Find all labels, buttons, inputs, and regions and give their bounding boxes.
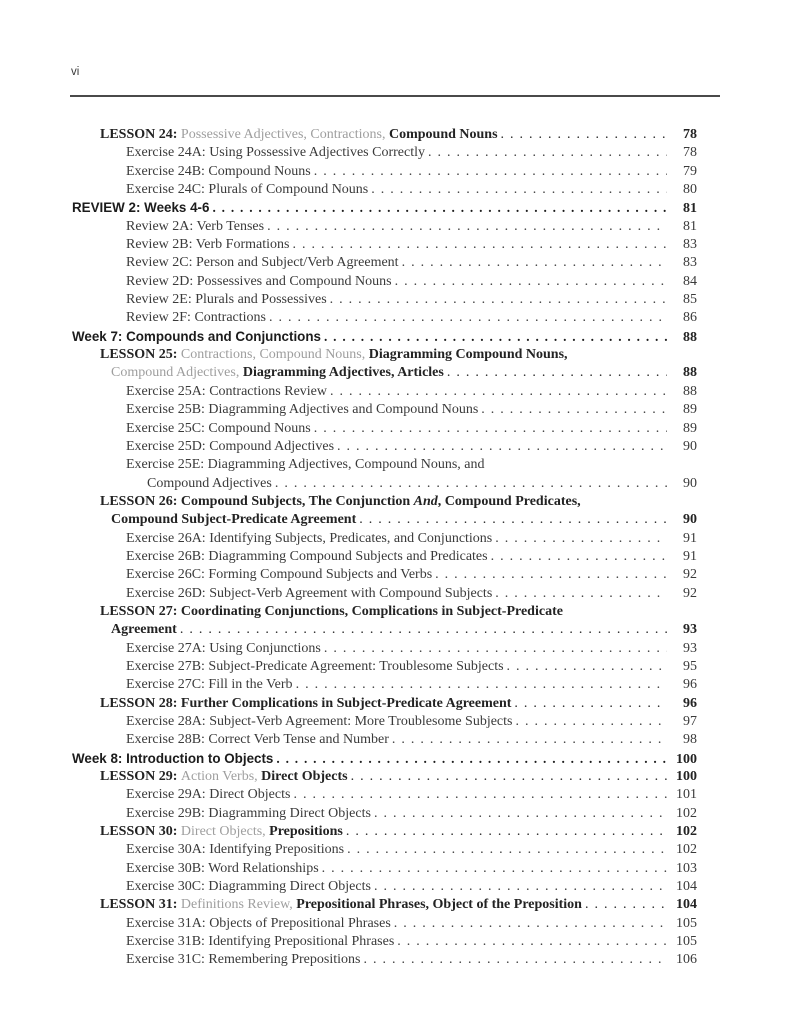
toc-text-segment: Week 8: Introduction to Objects: [72, 750, 274, 766]
toc-page-number: 104: [676, 897, 697, 913]
toc-text-segment: LESSON 28: Further Complications in Subject-Predicate Agreement: [100, 695, 512, 711]
toc-row: [72, 896, 697, 914]
toc-text-segment: Exercise 26A: Identifying Subjects, Predicates, and Conjunctions: [126, 530, 493, 546]
toc-entry-text: [126, 438, 334, 456]
dot-leader: [337, 438, 667, 456]
dot-leader: [514, 695, 667, 713]
toc-entry-text: [126, 291, 327, 309]
dot-leader: [447, 364, 667, 382]
toc-page-number: 96: [683, 677, 697, 693]
toc-row: [72, 805, 697, 823]
dot-leader: [180, 621, 667, 639]
toc-text-segment: Review 2D: Possessives and Compound Nouns: [126, 273, 392, 289]
toc-entry-text: [72, 750, 273, 768]
toc-text-segment: Exercise 28B: Correct Verb Tense and Number: [126, 732, 389, 748]
toc-page-number: 106: [676, 952, 697, 968]
toc-entry-text: [126, 566, 432, 584]
toc-text-segment: Diagramming Adjectives, Articles: [242, 365, 444, 381]
toc-row: [72, 218, 697, 236]
toc-row: [72, 933, 697, 951]
dot-leader: [212, 199, 667, 217]
toc-text-segment: Compound Subject-Predicate Agreement: [111, 512, 357, 528]
dot-leader: [435, 566, 667, 584]
toc-text-segment: LESSON 29:: [100, 769, 181, 785]
toc-page-number: 81: [683, 201, 697, 217]
dot-leader: [293, 786, 667, 804]
dot-leader: [359, 511, 667, 529]
toc-row: [72, 548, 697, 566]
header-rule: [70, 95, 720, 97]
toc-row: [72, 951, 697, 969]
toc-row: [72, 878, 697, 896]
toc-entry-text: [100, 823, 343, 841]
toc-entry-text: [126, 786, 290, 804]
toc-entry-text: [126, 676, 293, 694]
toc-text-segment: Exercise 31B: Identifying Prepositional Phrases: [126, 934, 395, 950]
toc-entry-text: [126, 585, 492, 603]
toc-entry-text: [126, 841, 344, 859]
toc-text-segment: Prepositional Phrases, Object of the Preposition: [296, 897, 582, 913]
toc-text-segment: LESSON 26: Compound Subjects, The Conjunction: [100, 493, 414, 509]
toc-page-number: 88: [683, 329, 697, 345]
toc-page-number: 100: [676, 769, 697, 785]
toc-entry-text: [126, 218, 264, 236]
dot-leader: [392, 731, 667, 749]
toc-entry-text: [126, 144, 425, 162]
toc-entry-text: [126, 878, 371, 896]
dot-leader: [402, 254, 667, 272]
toc-entry-text: [126, 548, 488, 566]
toc-text-segment: Exercise 25E: Diagramming Adjectives, Compound Nouns, and: [126, 457, 485, 473]
dot-leader: [394, 915, 667, 933]
toc-row: [72, 144, 697, 162]
toc-row: [72, 713, 697, 731]
toc-entry-text: [126, 731, 389, 749]
toc-entry-text: [126, 915, 391, 933]
toc-row: [72, 475, 697, 493]
toc-page-number: 105: [676, 915, 697, 931]
toc-text-segment: REVIEW 2: Weeks 4-6: [72, 200, 210, 216]
toc-row: [72, 860, 697, 878]
toc-row: [72, 786, 697, 804]
toc-page-number: 105: [676, 934, 697, 950]
dot-leader: [347, 841, 667, 859]
toc-row: [72, 199, 697, 217]
toc-entry-text: [111, 621, 177, 639]
toc-page-number: 80: [683, 182, 697, 198]
toc-page-number: 98: [683, 732, 697, 748]
toc-page-number: 78: [683, 145, 697, 161]
toc-text-segment: Exercise 29A: Direct Objects: [126, 787, 291, 803]
toc-page-number: 101: [676, 787, 697, 803]
toc-text-segment: Review 2A: Verb Tenses: [126, 218, 265, 234]
dot-leader: [314, 420, 667, 438]
toc-text-segment: Exercise 25C: Compound Nouns: [126, 420, 311, 436]
toc-row: [72, 823, 697, 841]
toc-entry-text: [72, 328, 321, 346]
toc-page-number: 91: [683, 530, 697, 546]
toc-text-segment: Compound Adjectives: [147, 475, 272, 491]
toc-page-number: 90: [683, 438, 697, 454]
toc-entry-text: [126, 860, 319, 878]
toc-text-segment: Definitions Review,: [180, 897, 297, 913]
toc-row: [72, 640, 697, 658]
toc-entry-text: [100, 603, 563, 621]
toc-text-segment: And: [413, 493, 438, 509]
toc-row: [72, 163, 697, 181]
toc-text-segment: Review 2B: Verb Formations: [126, 237, 290, 253]
toc-text-segment: Exercise 26D: Subject-Verb Agreement with Compound Subjects: [126, 585, 493, 601]
toc-text-segment: Direct Objects,: [180, 824, 270, 840]
toc-entry-text: [126, 420, 311, 438]
dot-leader: [374, 805, 667, 823]
dot-leader: [428, 144, 667, 162]
toc-text-segment: LESSON 31:: [100, 897, 181, 913]
toc-text-segment: Review 2E: Plurals and Possessives: [126, 292, 327, 308]
toc-row: [72, 731, 697, 749]
dot-leader: [275, 475, 667, 493]
toc-row: [72, 383, 697, 401]
toc-entry-text: [126, 254, 399, 272]
toc-page-number: 93: [683, 640, 697, 656]
toc-row: [72, 658, 697, 676]
dot-leader: [314, 163, 667, 181]
toc-text-segment: Agreement: [111, 622, 177, 638]
toc-text-segment: Exercise 27A: Using Conjunctions: [126, 640, 321, 656]
toc-row: [72, 364, 697, 382]
toc-row: [72, 511, 697, 529]
dot-leader: [495, 585, 667, 603]
dot-leader: [324, 640, 667, 658]
toc-text-segment: Compound Adjectives,: [111, 365, 243, 381]
toc-entry-text: [126, 640, 321, 658]
dot-leader: [330, 291, 667, 309]
toc-entry-text: [100, 493, 581, 511]
toc-row: [72, 915, 697, 933]
dot-leader: [481, 401, 667, 419]
toc-row: [72, 456, 697, 474]
dot-leader: [296, 676, 667, 694]
toc-page-number: 79: [683, 163, 697, 179]
toc-row: [72, 181, 697, 199]
toc-page-number: 102: [676, 824, 697, 840]
toc-page-number: 85: [683, 292, 697, 308]
toc-text-segment: Exercise 30A: Identifying Prepositions: [126, 842, 345, 858]
toc-text-segment: Exercise 26B: Diagramming Compound Subjects and Predicates: [126, 548, 488, 564]
toc-text-segment: Possessive Adjectives, Contractions,: [180, 127, 389, 142]
toc-text-segment: Review 2F: Contractions: [126, 310, 266, 326]
toc-row: [72, 346, 697, 364]
toc-row: [72, 438, 697, 456]
toc-text-segment: Exercise 31C: Remembering Prepositions: [126, 952, 361, 968]
toc-text-segment: Review 2C: Person and Subject/Verb Agreement: [126, 255, 399, 271]
toc-row: [72, 493, 697, 511]
toc-row: [72, 585, 697, 603]
toc-text-segment: LESSON 24:: [100, 127, 181, 142]
toc-row: [72, 621, 697, 639]
dot-leader: [269, 309, 667, 327]
toc-text-segment: Week 7: Compounds and Conjunctions: [72, 328, 321, 344]
toc-row: [72, 254, 697, 272]
toc-page-number: 86: [683, 310, 697, 326]
dot-leader: [585, 896, 667, 914]
toc-page-number: 83: [683, 255, 697, 271]
toc-row: [72, 695, 697, 713]
dot-leader: [371, 181, 667, 199]
dot-leader: [330, 383, 667, 401]
toc-row: [72, 273, 697, 291]
toc-page-number: 89: [683, 402, 697, 418]
dot-leader: [374, 878, 667, 896]
dot-leader: [324, 328, 667, 346]
toc-entry-text: [100, 768, 348, 786]
toc-text-segment: Exercise 27B: Subject-Predicate Agreement: Troublesome Subjects: [126, 658, 504, 674]
toc-text-segment: Compound Nouns: [388, 127, 498, 142]
toc-text-segment: LESSON 27: Coordinating Conjunctions, Complications in Subject-Predicate: [100, 603, 563, 619]
toc-page-number: 91: [683, 548, 697, 564]
toc-text-segment: Exercise 28A: Subject-Verb Agreement: More Troublesome Subjects: [126, 714, 513, 729]
dot-leader: [501, 126, 667, 144]
folio-page-number: vi: [71, 66, 80, 78]
dot-leader: [363, 951, 667, 969]
toc-entry-text: [126, 805, 371, 823]
toc-text-segment: Exercise 24B: Compound Nouns: [126, 163, 311, 179]
toc-entry-text: [100, 695, 511, 713]
toc-entry-text: [126, 530, 492, 548]
toc-text-segment: , Compound Predicates,: [437, 493, 581, 509]
toc-text-segment: Exercise 24C: Plurals of Compound Nouns: [126, 182, 369, 198]
toc-entry-text: [100, 896, 582, 914]
toc-page-number: 90: [683, 475, 697, 491]
toc-page-number: 95: [683, 658, 697, 674]
dot-leader: [322, 860, 667, 878]
toc-page-number: 88: [683, 365, 697, 381]
dot-leader: [276, 750, 667, 768]
toc-page-number: 96: [683, 695, 697, 711]
toc-entry-text: [126, 163, 311, 181]
toc-text-segment: Exercise 31A: Objects of Prepositional Phrases: [126, 915, 391, 931]
dot-leader: [515, 713, 667, 731]
toc-row: [72, 420, 697, 438]
dot-leader: [495, 530, 667, 548]
toc-text-segment: Exercise 25B: Diagramming Adjectives and Compound Nouns: [126, 402, 479, 418]
toc-entry-text: [100, 126, 498, 144]
toc-page-number: 88: [683, 383, 697, 399]
toc-text-segment: Exercise 25D: Compound Adjectives: [126, 438, 335, 454]
toc-page-number: 78: [683, 127, 697, 142]
toc-text-segment: Exercise 24A: Using Possessive Adjectives Correctly: [126, 145, 426, 161]
toc-page-number: 100: [676, 751, 697, 767]
toc-text-segment: Exercise 30C: Diagramming Direct Objects: [126, 879, 371, 895]
toc-row: [72, 750, 697, 768]
dot-leader: [267, 218, 667, 236]
toc-row: [72, 768, 697, 786]
toc-page-number: 97: [683, 714, 697, 729]
toc-row: [72, 236, 697, 254]
dot-leader: [351, 768, 667, 786]
toc-entry-text: [126, 383, 327, 401]
toc-text-segment: Diagramming Compound Nouns,: [368, 347, 568, 363]
toc-text-segment: Exercise 26C: Forming Compound Subjects and Verbs: [126, 567, 433, 583]
dot-leader: [292, 236, 667, 254]
toc-text-segment: Contractions, Compound Nouns,: [180, 347, 369, 363]
toc-row: [72, 126, 697, 144]
toc-entry-text: [126, 309, 266, 327]
dot-leader: [395, 273, 667, 291]
toc-entry-text: [72, 199, 209, 217]
toc-page-number: 92: [683, 567, 697, 583]
toc-text-segment: Direct Objects: [261, 769, 348, 785]
dot-leader: [346, 823, 667, 841]
toc-row: [72, 401, 697, 419]
toc-page-number: 104: [676, 879, 697, 895]
toc-text-segment: Prepositions: [269, 824, 343, 840]
toc-row: [72, 291, 697, 309]
toc-text-segment: Exercise 30B: Word Relationships: [126, 860, 319, 876]
dot-leader: [491, 548, 667, 566]
dot-leader: [507, 658, 667, 676]
toc-entry-text: [126, 236, 289, 254]
toc-text-segment: Exercise 25A: Contractions Review: [126, 383, 328, 399]
toc-entry-text: [126, 181, 368, 199]
toc-page-number: 93: [683, 622, 697, 638]
toc-text-segment: Exercise 27C: Fill in the Verb: [126, 677, 293, 693]
toc-row: [72, 566, 697, 584]
toc-text-segment: LESSON 25:: [100, 347, 181, 363]
toc-row: [72, 530, 697, 548]
dot-leader: [397, 933, 667, 951]
toc-text-segment: Action Verbs,: [180, 769, 262, 785]
toc-page-number: 92: [683, 585, 697, 601]
toc-page-number: 103: [676, 860, 697, 876]
toc-row: [72, 676, 697, 694]
toc-row: [72, 328, 697, 346]
toc-page-number: 89: [683, 420, 697, 436]
toc-page-number: 84: [683, 273, 697, 289]
toc-entry-text: [126, 658, 504, 676]
toc-entry-text: [126, 456, 485, 474]
toc-row: [72, 603, 697, 621]
toc-row: [72, 841, 697, 859]
toc-entry-text: [111, 364, 444, 382]
toc-entry-text: [100, 346, 568, 364]
toc-page-number: 102: [676, 805, 697, 821]
toc-entry-text: [126, 713, 512, 731]
toc-page-number: 83: [683, 237, 697, 253]
toc-text-segment: LESSON 30:: [100, 824, 181, 840]
toc-page-number: 102: [676, 842, 697, 858]
toc-entry-text: [126, 273, 392, 291]
toc-page-number: 90: [683, 512, 697, 528]
toc-entry-text: [147, 475, 272, 493]
toc-entry-text: [111, 511, 356, 529]
toc-text-segment: Exercise 29B: Diagramming Direct Objects: [126, 805, 371, 821]
toc-entry-text: [126, 933, 394, 951]
table-of-contents: [72, 126, 697, 970]
toc-page-number: 81: [683, 218, 697, 234]
toc-row: [72, 309, 697, 327]
toc-entry-text: [126, 951, 360, 969]
toc-entry-text: [126, 401, 478, 419]
